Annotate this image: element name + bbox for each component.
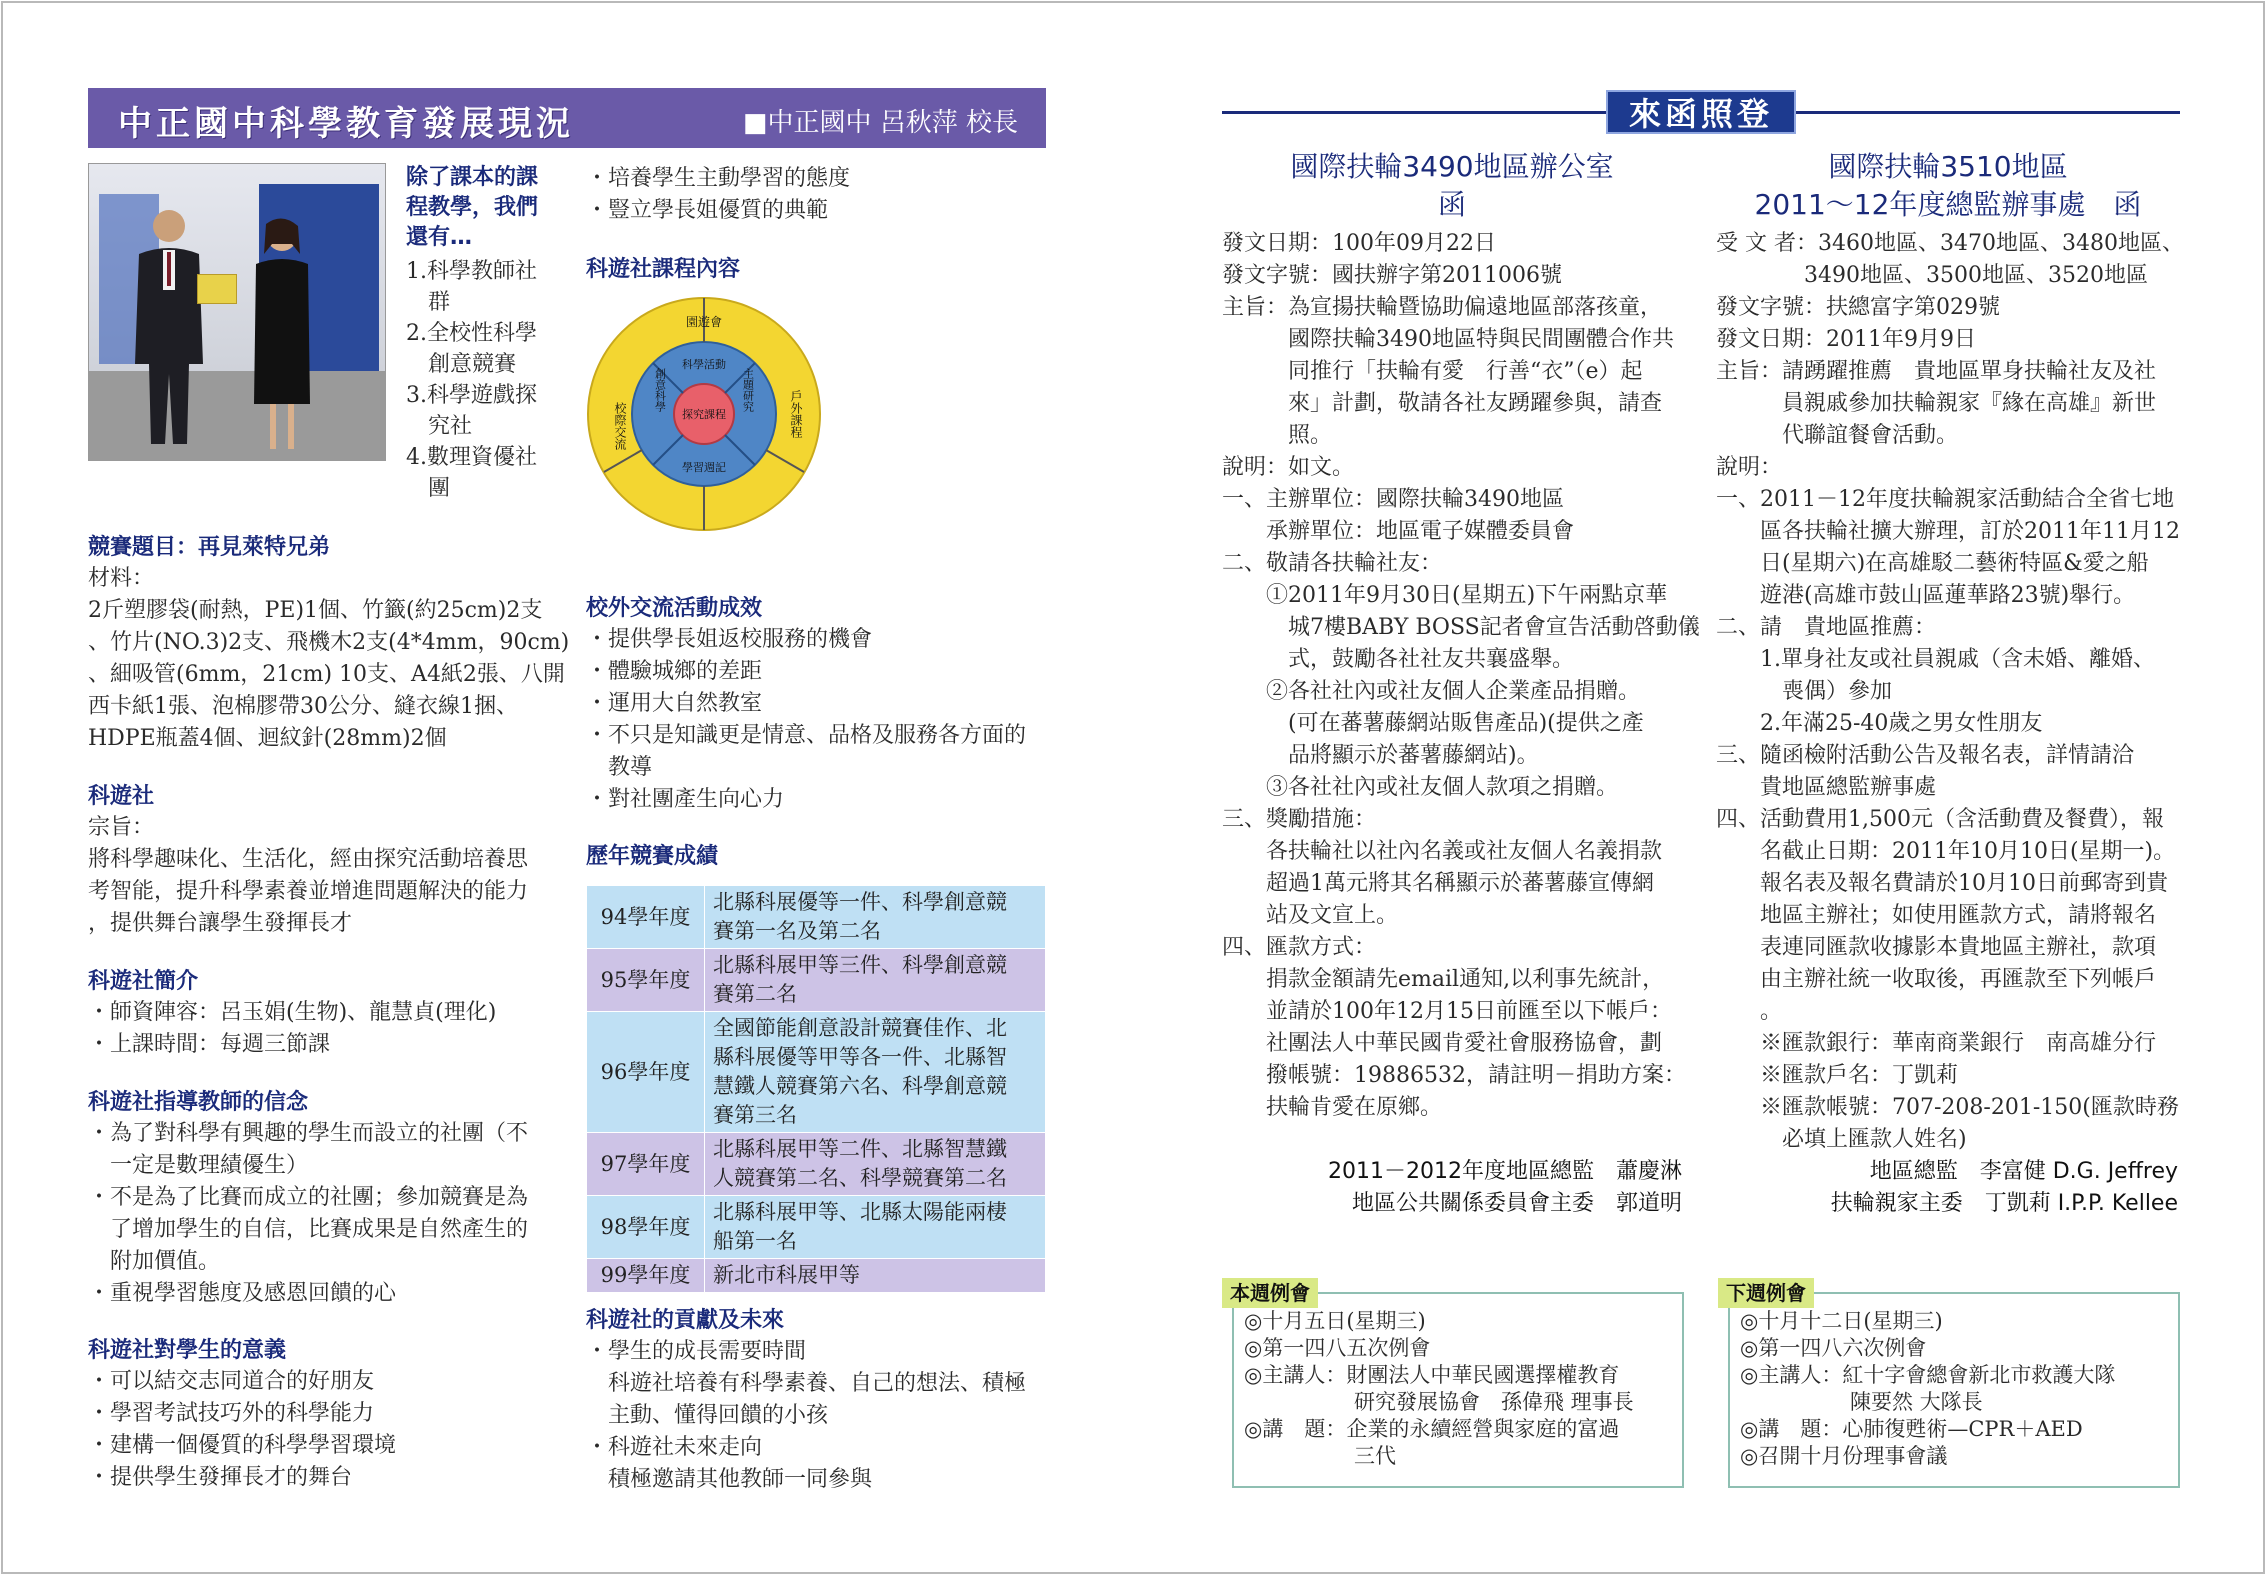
next-week-text [1740, 1308, 2115, 1470]
table-row: 95學年度 北縣科展甲等三件、科學創意競 賽第二名 [587, 949, 1046, 1012]
intro-item: 3.科學遊戲探 [406, 383, 537, 408]
letter2-signature: 地區總監 李富健 D.G. Jeffrey 扶輪親家主委 丁凱莉 I.P.P. Kellee [1830, 1159, 2178, 1216]
text-line: ◎召開十月份理事會議 [1740, 1444, 1948, 1468]
text-line: (可在蕃薯藤網站販售產品)(提供之產 [1288, 711, 1644, 736]
meaning-text: ・可以結交志同道合的好朋友 ・學習考試技巧外的科學能力 ・建構一個優質的科學學習環境 ・提供學生發揮長才的舞台 [88, 1369, 397, 1490]
center-label: 探究課程 [682, 408, 726, 421]
contest-text: 材料： 2斤塑膠袋(耐熱，PE)1個、竹籤(約25cm)2支 、竹片(NO.3)2支、飛機木2支(4*4mm，90cm) 、細吸管(6mm，21cm) 10支、A4紙2張、八開 西卡紙1張、泡棉膠帶30公分、縫衣線1捆、 HDPE瓶蓋4個、迴紋針(28mm)2個 [88, 566, 570, 751]
table-row: 99學年度 新北市科展甲等 [587, 1259, 1046, 1293]
future-text: ・學生的成長需要時間 科遊社培養有科學素養、自己的想法、積極 主動、懂得回饋的小孩 ・科遊社未來走向 積極邀請其他教師一同參與 [586, 1339, 1027, 1492]
course-diagram [584, 296, 824, 532]
text-line: ①2011年9月30日(星期五)下午兩點京華 [1266, 583, 1668, 608]
club-text: 宗旨： 將科學趣味化、生活化，經由探究活動培養思 考智能，提升科學素養並增進問題解決的能力 ，提供舞台讓學生發揮長才 [88, 815, 529, 936]
text-line: 必填上匯款人姓名) [1782, 1127, 1967, 1152]
intro-item: 1.科學教師社 [406, 259, 537, 284]
contest-heading: 競賽題目：再見萊特兄弟 [88, 535, 331, 560]
meaning-heading: 科遊社對學生的意義 [88, 1338, 287, 1363]
next-week-tag: 下週例會 [1718, 1278, 1814, 1308]
article-banner [88, 88, 1046, 148]
text-line: 代聯誼餐會活動。 [1782, 423, 1959, 448]
text-line: 地區主辦社；如使用匯款方式，請將報名 [1760, 903, 2157, 928]
text-line: 撥帳號：19886532，請註明－捐助方案： [1266, 1063, 1686, 1088]
middle-label: 科學活動 [682, 358, 726, 371]
text-line: 主旨：請踴躍推薦 貴地區單身扶輪社友及社 [1716, 359, 2157, 384]
text-line: 扶輪肯愛在原鄉。 [1266, 1095, 1443, 1120]
text-line: 2.年滿25-40歲之男女性朋友 [1760, 711, 2043, 736]
article-title: 中正國中科學教育發展現況 [118, 104, 574, 144]
outer-label: 校際交流 [613, 402, 627, 450]
text-line: 照。 [1288, 423, 1333, 448]
text-line: 3490地區、3500地區、3520地區 [1804, 263, 2148, 288]
table-row: 98學年度 北縣科展甲等、北縣太陽能兩棲 船第一名 [587, 1196, 1046, 1259]
text-line: ◎十月五日(星期三) [1244, 1309, 1426, 1333]
text-line: 說明： [1716, 455, 1783, 480]
text-line: ②各社社內或社友個人企業產品捐贈。 [1266, 679, 1641, 704]
text-line: 同推行「扶輪有愛 行善“衣”（e）起 [1288, 359, 1643, 384]
belief-text: ・為了對科學有興趣的學生而設立的社團（不 一定是數理績優生） ・不是為了比賽而成立的社團；參加競賽是為 了增加學生的自信，比賽成果是自然產生的 附加價值。 ・重視學習態度及感恩回饋的心 [88, 1121, 529, 1306]
middle-label: 學習週記 [682, 461, 726, 474]
text-line: 受 文 者：3460地區、3470地區、3480地區、 [1716, 231, 2184, 256]
belief-heading: 科遊社指導教師的信念 [88, 1090, 309, 1115]
text-line: 品將顯示於蕃薯藤網站)。 [1288, 743, 1539, 768]
text-line: 區各扶輪社擴大辦理，訂於2011年11月12 [1760, 519, 2180, 544]
intro-item: 2.全校性科學 [406, 321, 537, 346]
text-line: 四、活動費用1,500元（含活動費及餐費），報 [1716, 807, 2164, 832]
text-line: 城7樓BABY BOSS記者會宣告活動啓動儀 [1288, 615, 1700, 640]
exchange-text: ・提供學長姐返校服務的機會 ・體驗城鄉的差距 ・運用大自然教室 ・不只是知識更是情意、品格及服務各方面的 教導 ・對社團產生向心力 [586, 627, 1027, 812]
outer-label: 園遊會 [685, 315, 723, 329]
text-line: 發文日期：2011年9月9日 [1716, 327, 1976, 352]
text-line: 三代 [1354, 1444, 1396, 1468]
text-line: 二、請 貴地區推薦： [1716, 615, 1937, 640]
course-heading: 科遊社課程內容 [586, 257, 741, 282]
letter1-title: 國際扶輪3490地區辦公室 函 [1290, 150, 1614, 221]
letter2-body [1716, 228, 2184, 1156]
intro-heading: 除了課本的課 程教學，我們 還有… [406, 165, 539, 250]
club-heading: 科遊社 [88, 784, 155, 809]
awards-table [586, 885, 1046, 1293]
letter1-body [1222, 228, 1700, 1124]
this-week-tag: 本週例會 [1222, 1278, 1318, 1308]
text-line: 一、主辦單位：國際扶輪3490地區 [1222, 487, 1564, 512]
text-line: 社團法人中華民國肯愛社會服務協會，劃 [1266, 1031, 1663, 1056]
text-line: 陳要然 大隊長 [1850, 1390, 1983, 1414]
text-line: 站及文宣上。 [1266, 903, 1399, 928]
text-line: 遊港(高雄市鼓山區蓮華路23號)舉行。 [1760, 583, 2136, 608]
table-row: 97學年度 北縣科展甲等二件、北縣智慧鐵 人競賽第二名、科學競賽第二名 [587, 1133, 1046, 1196]
text-line: 超過1萬元將其名稱顯示於蕃薯藤宣傳網 [1266, 871, 1654, 896]
text-line: ※匯款戶名：丁凱莉 [1760, 1063, 1959, 1088]
text-line: 由主辦社統一收取後，再匯款至下列帳戶 [1760, 967, 2157, 992]
article-author: ■中正國中 呂秋萍 校長 [742, 108, 1018, 138]
text-line: 說明：如文。 [1222, 455, 1355, 480]
text-line: ◎主講人：財團法人中華民國選擇權教育 [1244, 1363, 1620, 1387]
text-line: 式，鼓勵各社社友共襄盛舉。 [1288, 647, 1575, 672]
text-line: ◎第一四八五次例會 [1244, 1336, 1431, 1360]
letter2-title: 國際扶輪3510地區 2011～12年度總監辦事處 函 [1754, 150, 2142, 221]
text-line: 員親戚參加扶輪親家『緣在高雄』新世 [1782, 391, 2157, 416]
text-line: 捐款金額請先email通知,以利事先統計， [1266, 967, 1665, 992]
outer-label: 戶外課程 [789, 390, 803, 438]
future-heading: 科遊社的貢獻及未來 [586, 1308, 785, 1333]
text-line: 。 [1760, 999, 1783, 1024]
club-intro-text: ・師資陣容：呂玉娟(生物)、龍慧貞(理化) ・上課時間：每週三節課 [88, 1000, 497, 1057]
middle-label: 主題研究 [741, 368, 755, 412]
letter1-signature: 2011－2012年度地區總監 蕭慶淋 地區公共關係委員會主委 郭道明 [1328, 1159, 1682, 1216]
intro-item: 4.數理資優社 [406, 445, 537, 470]
text-line: 三、隨函檢附活動公告及報名表，詳情請洽 [1716, 743, 2135, 768]
text-line: ※匯款帳號：707-208-201-150(匯款時務 [1760, 1095, 2179, 1120]
text-line: 研究發展協會 孫偉飛 理事長 [1354, 1390, 1634, 1414]
text-line: ※匯款銀行：華南商業銀行 南高雄分行 [1760, 1031, 2157, 1056]
text-line: 喪偶）參加 [1782, 679, 1893, 704]
club-intro-heading: 科遊社簡介 [88, 969, 199, 994]
text-line: 表連同匯款收據影本貴地區主辦社，款項 [1760, 935, 2157, 960]
awards-heading: 歷年競賽成績 [586, 844, 719, 869]
middle-label: 創意科學 [653, 368, 667, 412]
text-line: 1.單身社友或社員親戚（含未婚、離婚、 [1760, 647, 2155, 672]
text-line: 四、匯款方式： [1222, 935, 1377, 960]
text-line: ③各社社內或社友個人款項之捐贈。 [1266, 775, 1619, 800]
exchange-heading: 校外交流活動成效 [586, 596, 763, 621]
text-line: 發文字號：扶總富字第029號 [1716, 295, 2000, 320]
text-line: 一、2011－12年度扶輪親家活動結合全省七地 [1716, 487, 2174, 512]
text-line: ◎十月十二日(星期三) [1740, 1309, 1943, 1333]
text-line: ◎講 題：心肺復甦術—CPR＋AED [1740, 1417, 2083, 1441]
intro-list: 1.科學教師社 群 2.全校性科學 創意競賽 3.科學遊戲探 究社 4.數理資優社 團 [406, 256, 537, 504]
text-line: 承辦單位：地區電子媒體委員會 [1266, 519, 1575, 544]
attitude-list: ・培養學生主動學習的態度 ・豎立學長姐優質的典範 [586, 166, 851, 223]
text-line: 主旨：為宣揚扶輪暨協助偏遠地區部落孩童， [1222, 295, 1663, 320]
text-line: 三、獎勵措施： [1222, 807, 1377, 832]
text-line: 各扶輪社以社內名義或社友個人名義捐款 [1266, 839, 1663, 864]
table-row: 96學年度 全國節能創意設計競賽佳作、北 縣科展優等甲等各一件、北縣智 慧鐵人競賽第六名、科學創意競 賽第三名 [587, 1012, 1046, 1133]
table-row: 94學年度 北縣科展優等一件、科學創意競 賽第一名及第二名 [587, 886, 1046, 949]
photo-award-handover [88, 163, 386, 461]
text-line: 報名表及報名費請於10月10日前郵寄到貴 [1760, 871, 2168, 896]
text-line: 貴地區總監辦事處 [1760, 775, 1937, 800]
text-line: 名截止日期：2011年10月10日(星期一)。 [1760, 839, 2176, 864]
text-line: ◎講 題：企業的永續經營與家庭的富過 [1244, 1417, 1620, 1441]
text-line: ◎第一四八六次例會 [1740, 1336, 1927, 1360]
text-line: ◎主講人：紅十字會總會新北市救護大隊 [1740, 1363, 2116, 1387]
text-line: 二、敬請各扶輪社友： [1222, 551, 1443, 576]
text-line: 並請於100年12月15日前匯至以下帳戶： [1266, 999, 1672, 1024]
this-week-text [1244, 1308, 1634, 1470]
text-line: 來」計劃，敬請各社友踴躍參與，請查 [1288, 391, 1663, 416]
text-line: 發文日期：100年09月22日 [1222, 231, 1496, 256]
text-line: 發文字號：國扶辦字第2011006號 [1222, 263, 1562, 288]
section-badge: 來函照登 [1606, 90, 1796, 134]
text-line: 日(星期六)在高雄駁二藝術特區&愛之船 [1760, 551, 2149, 576]
text-line: 國際扶輪3490地區特與民間團體合作共 [1288, 327, 1674, 352]
